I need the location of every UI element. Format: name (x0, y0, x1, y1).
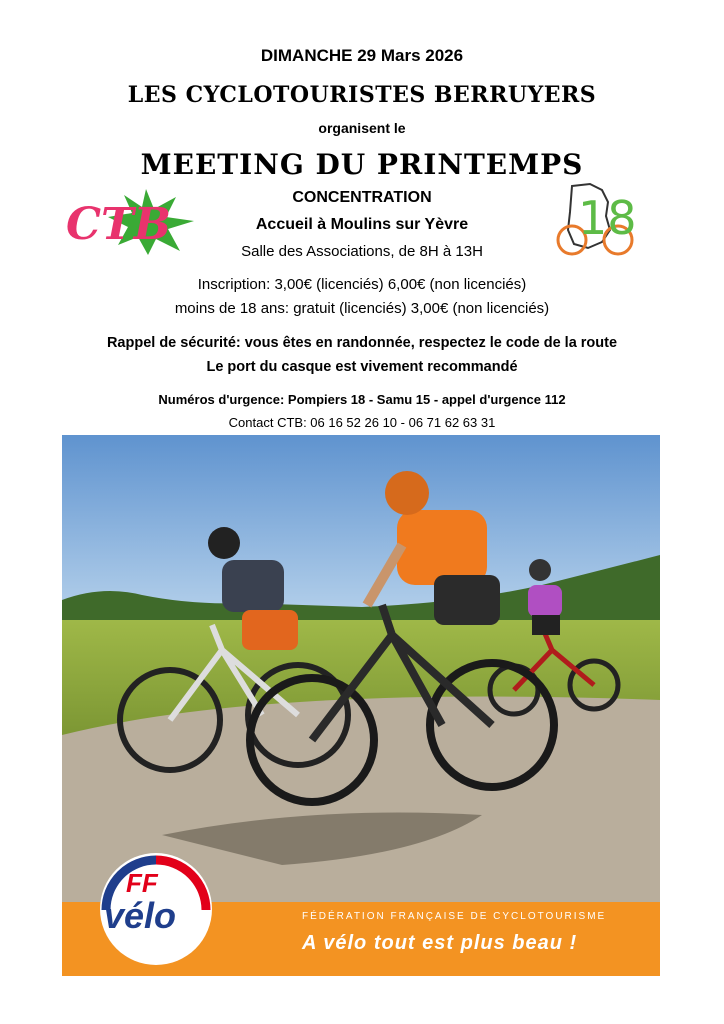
emergency-numbers: Numéros d'urgence: Pompiers 18 - Samu 15 - appel d'urgence 112 (158, 392, 566, 407)
club-name: LES CYCLOTOURISTES BERRUYERS (127, 82, 597, 108)
salle-hours: Salle des Associations, de 8H à 13H (241, 243, 483, 260)
concentration-label: CONCENTRATION (292, 189, 432, 206)
event-title: MEETING DU PRINTEMPS (140, 148, 584, 181)
ffvelo-logo-ff: FF (126, 868, 158, 898)
under18-fees: moins de 18 ans: gratuit (licenciés) 3,00€ (non licenciés) (174, 300, 550, 317)
federation-name: FÉDÉRATION FRANÇAISE DE CYCLOTOURISME (302, 911, 607, 922)
ctb-logo-text: CTB (66, 199, 171, 250)
cyclists-photo (62, 435, 660, 976)
ffvelo-slogan: A vélo tout est plus beau ! (302, 932, 578, 954)
helmet-notice: Le port du casque est vivement recommandé (206, 359, 518, 375)
codep-number: 18 (578, 191, 637, 245)
accueil-location: Accueil à Moulins sur Yèvre (255, 216, 469, 233)
safety-reminder: Rappel de sécurité: vous êtes en randonnée, respectez le code de la route (106, 335, 618, 351)
inscription-fees: Inscription: 3,00€ (licenciés) 6,00€ (non licenciés) (197, 276, 527, 293)
organise-text: organisent le (318, 120, 406, 136)
ffvelo-logo-velo: vélo (104, 895, 177, 936)
contact-ctb: Contact CTB: 06 16 52 26 10 - 06 71 62 63 31 (228, 415, 496, 430)
event-date: DIMANCHE 29 Mars 2026 (260, 46, 464, 65)
